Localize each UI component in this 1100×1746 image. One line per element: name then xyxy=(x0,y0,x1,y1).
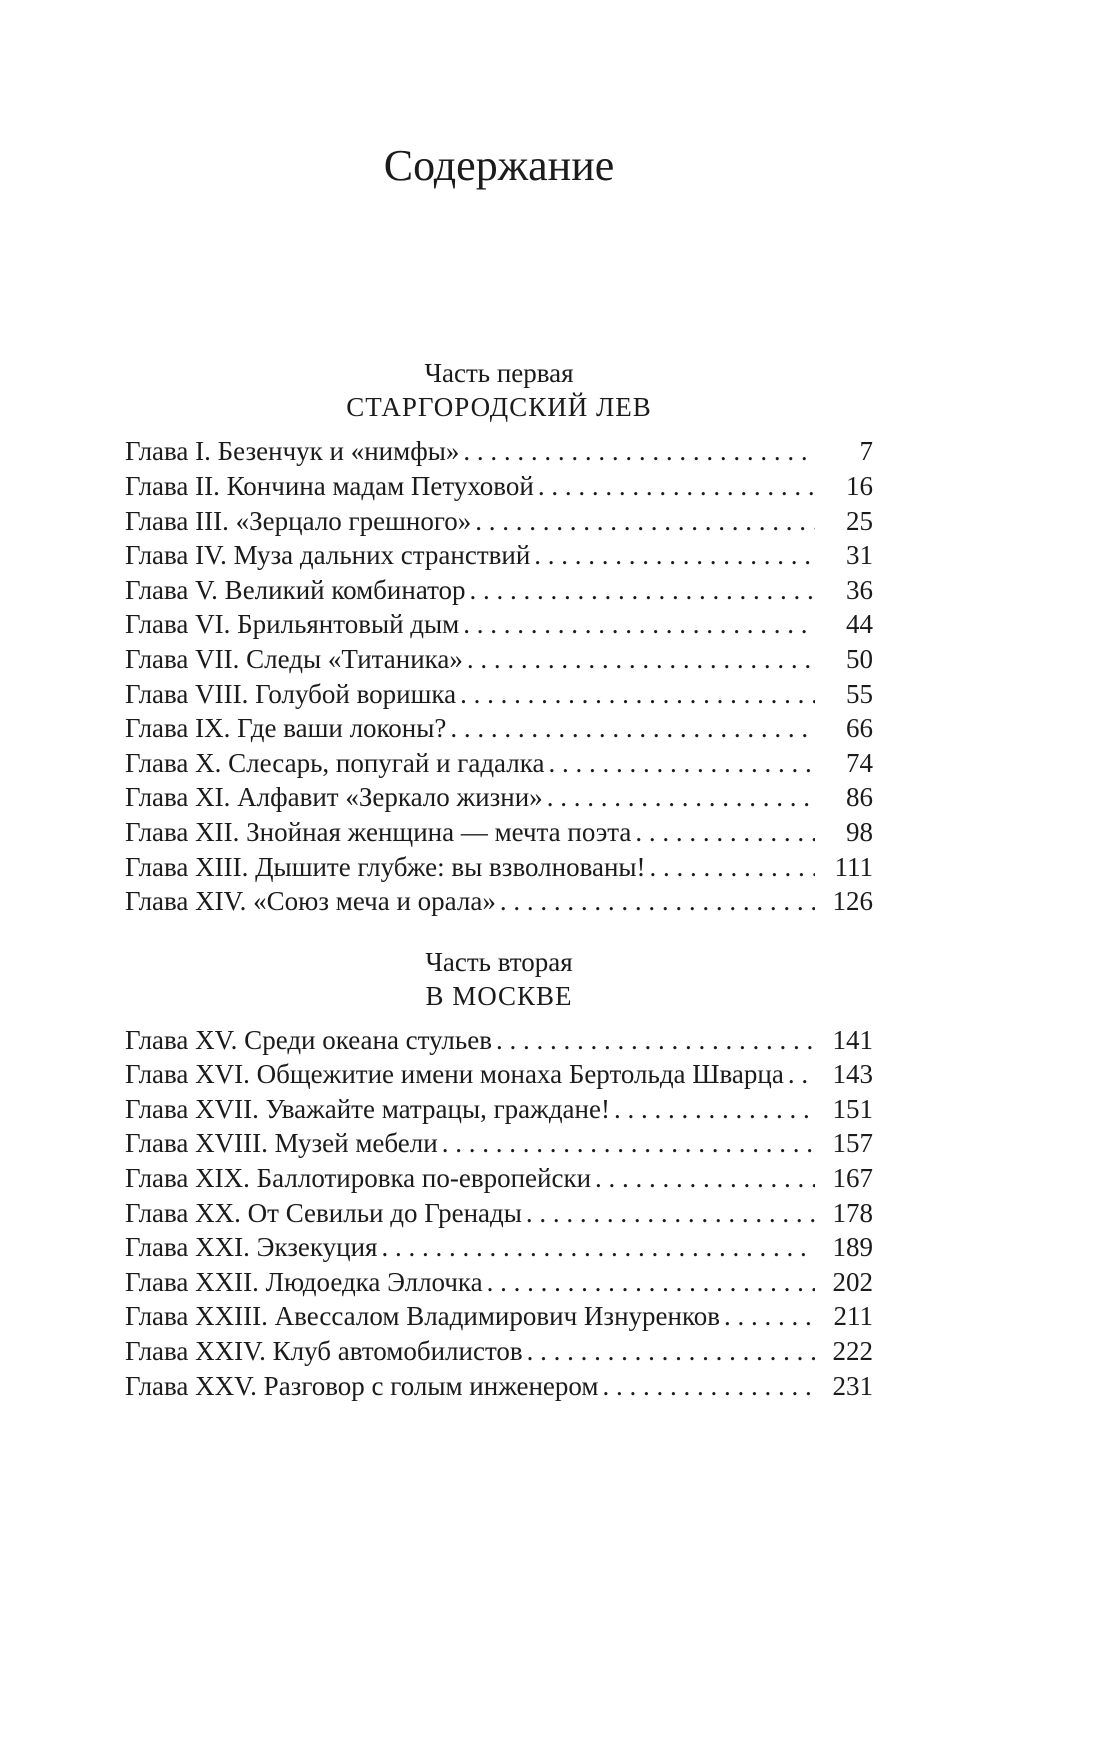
leader-dots-icon xyxy=(595,1161,815,1196)
toc-entry-page: 222 xyxy=(832,1336,873,1367)
toc-entry xyxy=(125,1126,873,1161)
toc-entry-page: 31 xyxy=(846,540,873,571)
toc-entry-label: Глава I. Безенчук и «нимфы» xyxy=(125,436,460,467)
leader-dots-icon xyxy=(463,434,815,469)
toc-entry-page: 189 xyxy=(832,1232,873,1263)
toc-entry-page: 7 xyxy=(859,436,873,467)
toc-entry-label: Глава XXIII. Авессалом Владимирович Изнуренков xyxy=(125,1301,720,1332)
toc-entry-label: Глава XXII. Людоедка Эллочка xyxy=(125,1266,483,1297)
toc-entry xyxy=(125,677,873,712)
leader-dots-icon xyxy=(650,850,815,885)
leader-dots-icon xyxy=(724,1299,815,1334)
toc-entry-label: Глава XXI. Экзекуция xyxy=(125,1232,378,1263)
leader-dots-icon xyxy=(487,1265,815,1300)
part-one-heading xyxy=(125,356,873,424)
toc-entry-label: Глава IV. Муза дальних странствий xyxy=(125,540,531,571)
toc-entry-label: Глава XII. Знойная женщина — мечта поэта xyxy=(125,816,632,847)
leader-dots-icon xyxy=(547,780,815,815)
toc-entry xyxy=(125,746,873,781)
toc-entry-label: Глава XVII. Уважайте матрацы, граждане! xyxy=(125,1093,610,1124)
toc-entry-page: 44 xyxy=(846,609,873,640)
part-two-heading xyxy=(125,945,873,1013)
toc-entry-page: 74 xyxy=(846,747,873,778)
leader-dots-icon xyxy=(602,1369,815,1404)
toc-entry-page: 167 xyxy=(832,1163,873,1194)
part-one-name: Часть первая xyxy=(424,358,574,389)
toc-entry-page: 143 xyxy=(832,1059,873,1090)
toc-entry-page: 211 xyxy=(833,1301,873,1332)
leader-dots-icon xyxy=(635,815,815,850)
leader-dots-icon xyxy=(475,504,815,539)
toc-entry xyxy=(125,434,873,469)
toc-entry xyxy=(125,469,873,504)
toc-entry-label: Глава III. «Зерцало грешного» xyxy=(125,505,472,536)
leader-dots-icon xyxy=(467,642,815,677)
leader-dots-icon xyxy=(463,607,815,642)
toc-entry-label: Глава X. Слесарь, попугай и гадалка xyxy=(125,747,545,778)
toc-entry xyxy=(125,607,873,642)
toc-entry-label: Глава XI. Алфавит «Зеркало жизни» xyxy=(125,782,543,813)
toc-entry xyxy=(125,573,873,608)
toc-entry-label: Глава VIII. Голубой воришка xyxy=(125,678,457,709)
toc-entry-page: 36 xyxy=(846,574,873,605)
toc-entry-label: Глава XXV. Разговор с голым инженером xyxy=(125,1370,599,1401)
toc-entry-label: Глава IX. Где ваши локоны? xyxy=(125,713,447,744)
leader-dots-icon xyxy=(496,1023,815,1058)
toc-entry xyxy=(125,711,873,746)
leader-dots-icon xyxy=(527,1334,815,1369)
toc-entry xyxy=(125,538,873,573)
toc-content xyxy=(125,0,873,1403)
toc-entry xyxy=(125,780,873,815)
leader-dots-icon xyxy=(442,1126,815,1161)
leader-dots-icon xyxy=(460,677,815,712)
toc-entry-page: 151 xyxy=(832,1093,873,1124)
toc-entry-label: Глава VII. Следы «Титаника» xyxy=(125,643,463,674)
toc-entry-label: Глава VI. Брильянтовый дым xyxy=(125,609,460,640)
toc-entry-page: 16 xyxy=(846,470,873,501)
toc-entry-label: Глава XIV. «Союз меча и орала» xyxy=(125,886,496,917)
toc-entry xyxy=(125,1161,873,1196)
toc-entry-page: 111 xyxy=(834,851,873,882)
toc-entry-label: Глава XV. Среди океана стульев xyxy=(125,1024,492,1055)
leader-dots-icon xyxy=(548,746,815,781)
toc-entry-page: 141 xyxy=(832,1024,873,1055)
toc-entry-page: 157 xyxy=(832,1128,873,1159)
toc-entry xyxy=(125,850,873,885)
toc-entry-label: Глава XVI. Общежитие имени монаха Бертольда Шварца xyxy=(125,1059,784,1090)
toc-entry xyxy=(125,1057,873,1092)
toc-entry-page: 98 xyxy=(846,816,873,847)
toc-part-two xyxy=(125,945,873,1404)
toc-entry-label: Глава XIX. Баллотировка по-европейски xyxy=(125,1163,592,1194)
toc-entry xyxy=(125,884,873,919)
toc-entry-page: 231 xyxy=(832,1370,873,1401)
leader-dots-icon xyxy=(526,1196,815,1231)
part-one-title: СТАРГОРОДСКИЙ ЛЕВ xyxy=(346,392,652,423)
leader-dots-icon xyxy=(788,1057,815,1092)
toc-entry-page: 86 xyxy=(846,782,873,813)
toc-entry-label: Глава XIII. Дышите глубже: вы взволнованы! xyxy=(125,851,646,882)
toc-entry xyxy=(125,1299,873,1334)
toc-entry-label: Глава XVIII. Музей мебели xyxy=(125,1128,438,1159)
toc-entry-page: 178 xyxy=(832,1197,873,1228)
toc-entry-page: 25 xyxy=(846,505,873,536)
leader-dots-icon xyxy=(450,711,815,746)
leader-dots-icon xyxy=(538,469,815,504)
toc-entry xyxy=(125,815,873,850)
toc-entry xyxy=(125,1023,873,1058)
part-two-name: Часть вторая xyxy=(425,946,573,977)
toc-entry-page: 202 xyxy=(832,1266,873,1297)
toc-entry xyxy=(125,1092,873,1127)
leader-dots-icon xyxy=(534,538,815,573)
toc-entry-label: Глава V. Великий комбинатор xyxy=(125,574,466,605)
toc-entry-label: Глава II. Кончина мадам Петуховой xyxy=(125,470,534,501)
toc-entry xyxy=(125,1196,873,1231)
toc-entry-label: Глава XXIV. Клуб автомобилистов xyxy=(125,1336,523,1367)
leader-dots-icon xyxy=(470,573,815,608)
toc-entry-label: Глава XX. От Севильи до Гренады xyxy=(125,1197,522,1228)
toc-entry xyxy=(125,1265,873,1300)
part-two-title: В МОСКВЕ xyxy=(425,980,573,1011)
toc-entry xyxy=(125,642,873,677)
toc-entry-page: 66 xyxy=(846,713,873,744)
toc-entry xyxy=(125,1369,873,1404)
toc-entry xyxy=(125,1334,873,1369)
toc-part-one xyxy=(125,356,873,918)
leader-dots-icon xyxy=(381,1230,815,1265)
toc-entry-page: 50 xyxy=(846,643,873,674)
leader-dots-icon xyxy=(614,1092,815,1127)
toc-entry-page: 126 xyxy=(832,886,873,917)
page-title: Содержание xyxy=(383,141,615,190)
toc-entry xyxy=(125,504,873,539)
toc-entry xyxy=(125,1230,873,1265)
toc-entry-page: 55 xyxy=(846,678,873,709)
leader-dots-icon xyxy=(500,884,815,919)
